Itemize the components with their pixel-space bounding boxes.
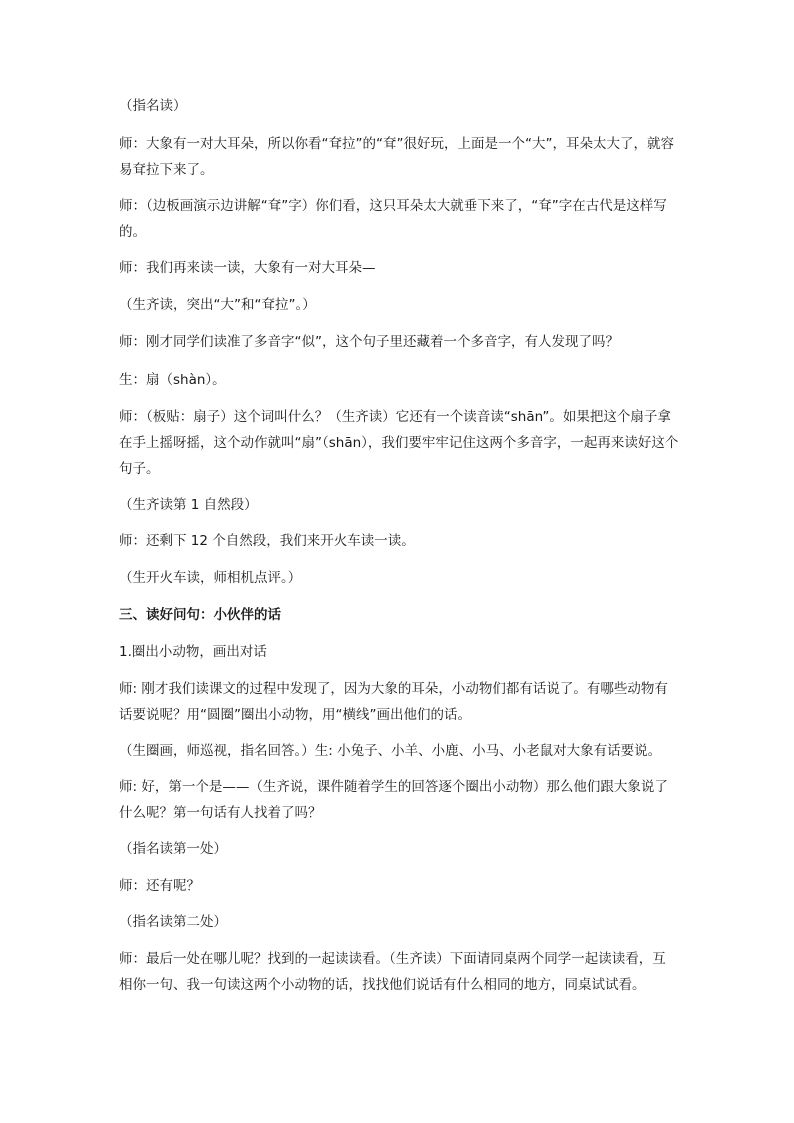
- paragraph-2: 师：大象有一对大耳朵，所以你看“耷拉”的“耷”很好玩，上面是一个“大”，耳朵太大了，就容易耷拉下来了。: [119, 136, 674, 178]
- paragraph-14: 师: 好，第一个是——（生齐说，课件随着学生的回答逐个圈出小动物）那么他们跟大象说了什么呢？第一句话有人找着了吗？: [119, 779, 668, 821]
- section-heading: 三、读好问句：小伙伴的话: [119, 607, 281, 623]
- paragraph-6: 师：刚才同学们读准了多音字“似”，这个句子里还藏着一个多音字，有人发现了吗？: [119, 334, 619, 350]
- paragraph-4: 师：我们再来读一读，大象有一对大耳朵—: [119, 260, 376, 276]
- paragraph-12: 师: 刚才我们读课文的过程中发现了，因为大象的耳朵，小动物们都有话说了。有哪些动物有话要说呢？用“圆圈”圈出小动物，用“横线”画出他们的话。: [119, 681, 668, 723]
- paragraph-9: （生齐读第 1 自然段）: [119, 497, 258, 513]
- paragraph-8: 师：（板贴：扇子）这个词叫什么？（生齐读）它还有一个读音读“shān”。如果把这个扇子拿在手上摇呀摇，这个动作就叫“扇”（shān），我们要牢牢记住这两个多音字，一起再来读好这个句子。: [119, 409, 679, 477]
- paragraph-16: 师：还有呢？: [119, 878, 200, 894]
- paragraph-3: 师：（边板画演示边讲解“耷”字）你们看，这只耳朵太大就垂下来了，“耷”字在古代是这样写的。: [119, 198, 667, 240]
- paragraph-7: 生：扇（shàn）。: [119, 372, 226, 388]
- paragraph-5: （生齐读，突出“大”和“耷拉”。）: [119, 297, 316, 313]
- paragraph-18: 师：最后一处在哪儿呢？找到的一起读读看。（生齐读）下面请同桌两个同学一起读读看，互相你一句、我一句读这两个小动物的话，找找他们说话有什么相同的地方，同桌试试看。: [119, 951, 666, 993]
- subsection-heading: 1.圈出小动物，画出对话: [119, 644, 267, 660]
- paragraph-17: （指名读第二处）: [119, 914, 227, 930]
- paragraph-11: （生开火车读，师相机点评。）: [119, 570, 302, 586]
- paragraph-1: （指名读）: [119, 98, 187, 114]
- paragraph-15: （指名读第一处）: [119, 841, 227, 857]
- paragraph-13: （生圈画，师巡视，指名回答。）生: 小兔子、小羊、小鹿、小马、小老鼠对大象有话要说。: [119, 743, 662, 759]
- paragraph-10: 师：还剩下 12 个自然段，我们来开火车读一读。: [119, 533, 415, 549]
